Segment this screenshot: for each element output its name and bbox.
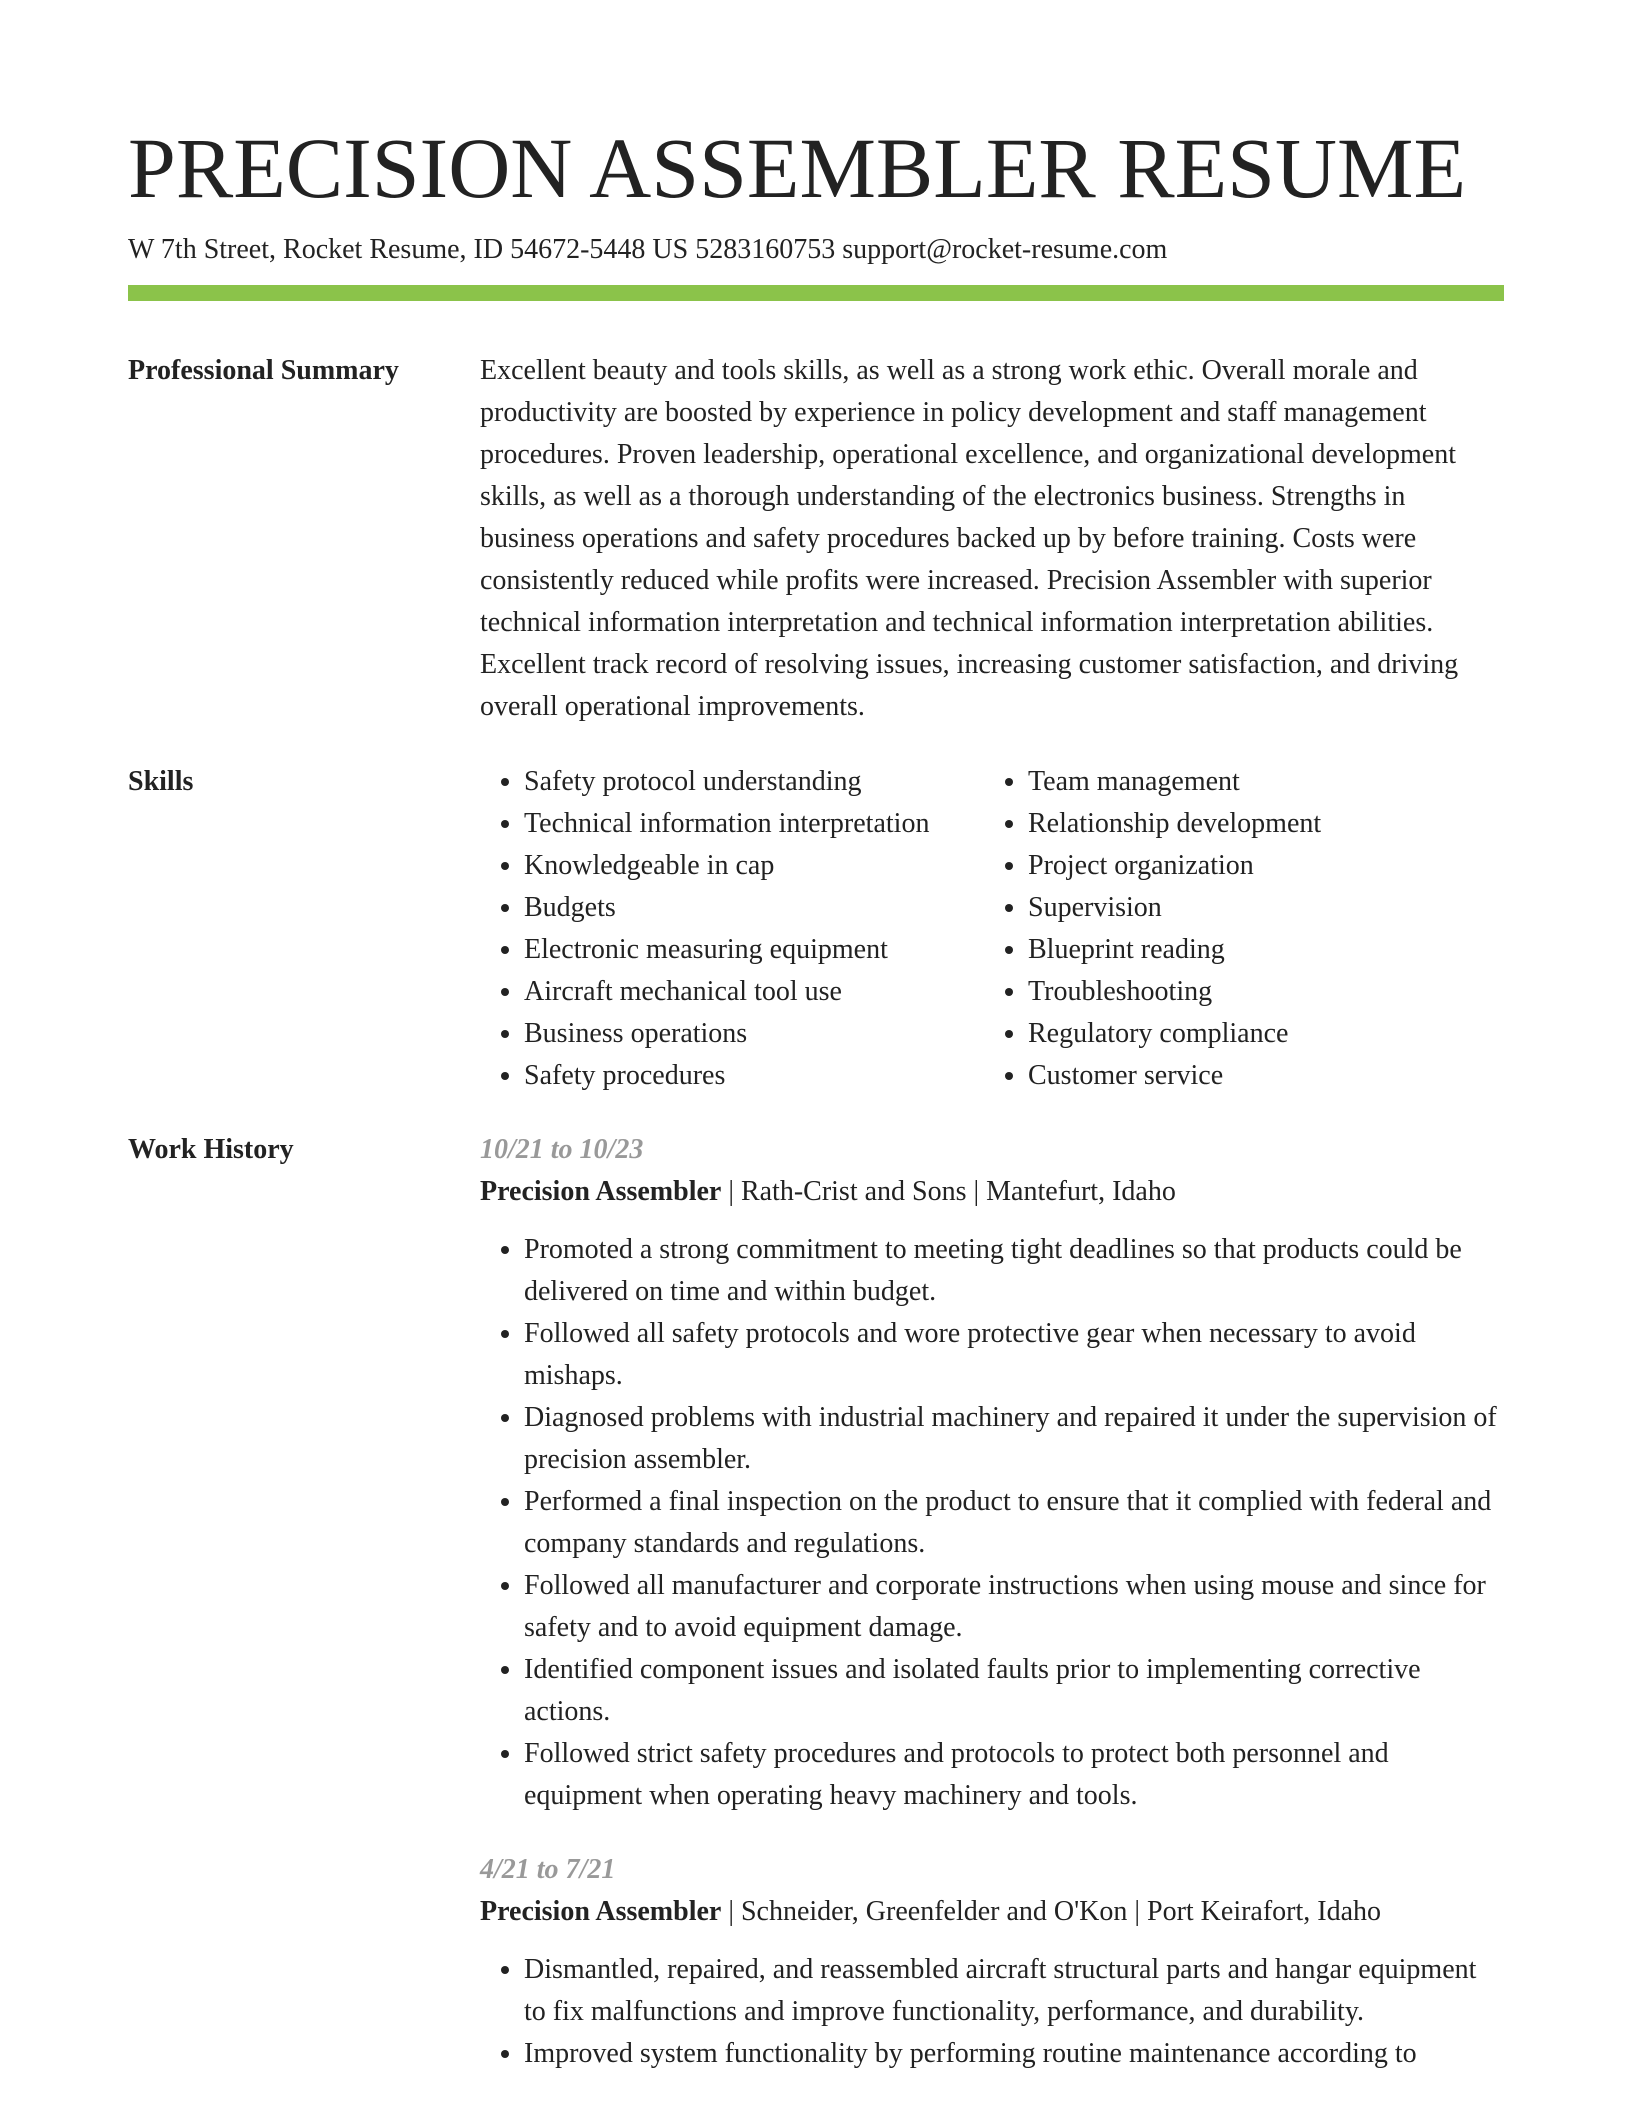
skills-list-left <box>480 761 984 1097</box>
job-entry <box>480 1849 1504 2075</box>
job-title: Precision Assembler <box>480 1176 722 1207</box>
skill-item: • Troubleshooting <box>1028 971 1488 1013</box>
skills-columns <box>480 761 1504 1097</box>
skill-item: • Regulatory compliance <box>1028 1013 1488 1055</box>
job-header <box>480 1891 1504 1933</box>
skill-item: • Blueprint reading <box>1028 929 1488 971</box>
summary-heading: Professional Summary <box>128 355 399 386</box>
job-title: Precision Assembler <box>480 1896 722 1927</box>
job-bullet: • Identified component issues and isolated faults prior to implementing corrective actions. <box>524 1649 1504 1733</box>
resume-title: PRECISION ASSEMBLER RESUME <box>128 120 1467 216</box>
contact-line: W 7th Street, Rocket Resume, ID 54672-5448 US 5283160753 support@rocket-resume.com <box>128 234 1168 265</box>
skill-item: • Supervision <box>1028 887 1488 929</box>
skills-heading: Skills <box>128 766 194 797</box>
skills-list-right <box>984 761 1488 1097</box>
skill-item: • Budgets <box>524 887 984 929</box>
job-bullet: • Followed all manufacturer and corporate instructions when using mouse and since for safety and to avoid equipment damage. <box>524 1565 1504 1649</box>
skill-item: • Relationship development <box>1028 803 1488 845</box>
job-employer-location: | Rath-Crist and Sons | Mantefurt, Idaho <box>721 1176 1176 1207</box>
job-bullet-list <box>480 1949 1504 2075</box>
skills-body <box>480 761 1504 1097</box>
job-bullet: • Diagnosed problems with industrial machinery and repaired it under the supervision of precision assembler. <box>524 1397 1504 1481</box>
accent-divider <box>128 285 1504 301</box>
work-history-body <box>480 1129 1504 2075</box>
job-bullet: • Promoted a strong commitment to meeting tight deadlines so that products could be delivered on time and within budget. <box>524 1229 1504 1313</box>
job-bullet: • Improved system functionality by performing routine maintenance according to <box>524 2033 1504 2075</box>
job-header <box>480 1171 1504 1213</box>
job-entry <box>480 1129 1504 1817</box>
work-history-heading: Work History <box>128 1134 294 1165</box>
summary-body <box>480 350 1504 728</box>
skill-item: • Team management <box>1028 761 1488 803</box>
skill-item: • Technical information interpretation <box>524 803 984 845</box>
skill-item: • Aircraft mechanical tool use <box>524 971 984 1013</box>
job-bullet: • Followed strict safety procedures and protocols to protect both personnel and equipment when operating heavy machinery and tools. <box>524 1733 1504 1817</box>
skill-item: • Safety procedures <box>524 1055 984 1097</box>
skill-item: • Safety protocol understanding <box>524 761 984 803</box>
job-bullet: • Followed all safety protocols and wore protective gear when necessary to avoid mishaps. <box>524 1313 1504 1397</box>
skill-item: • Project organization <box>1028 845 1488 887</box>
skill-item: • Electronic measuring equipment <box>524 929 984 971</box>
skill-item: • Business operations <box>524 1013 984 1055</box>
skill-item: • Knowledgeable in cap <box>524 845 984 887</box>
job-employer-location: | Schneider, Greenfelder and O'Kon | Port Keirafort, Idaho <box>721 1896 1382 1927</box>
job-bullet-list <box>480 1229 1504 1817</box>
skill-item: • Customer service <box>1028 1055 1488 1097</box>
job-dates: 4/21 to 7/21 <box>480 1854 616 1885</box>
job-bullet: • Performed a final inspection on the product to ensure that it complied with federal and company standards and regulations. <box>524 1481 1504 1565</box>
summary-text: Excellent beauty and tools skills, as well as a strong work ethic. Overall morale and productivity are boosted by experience in policy development and staff management procedures. Proven leadership, operational excellence, and organizational development skills, as well as a thorough understanding of the electronics business. Strengths in business operations and safety procedures backed up by before training. Costs were consistently reduced while profits were increased. Precision Assembler with superior technical information interpretation and technical information interpretation abilities. Excellent track record of resolving issues, increasing customer satisfaction, and driving overall operational improvements. <box>480 355 1459 722</box>
job-dates: 10/21 to 10/23 <box>480 1134 644 1165</box>
job-bullet: • Dismantled, repaired, and reassembled aircraft structural parts and hangar equipment to fix malfunctions and improve functionality, performance, and durability. <box>524 1949 1504 2033</box>
